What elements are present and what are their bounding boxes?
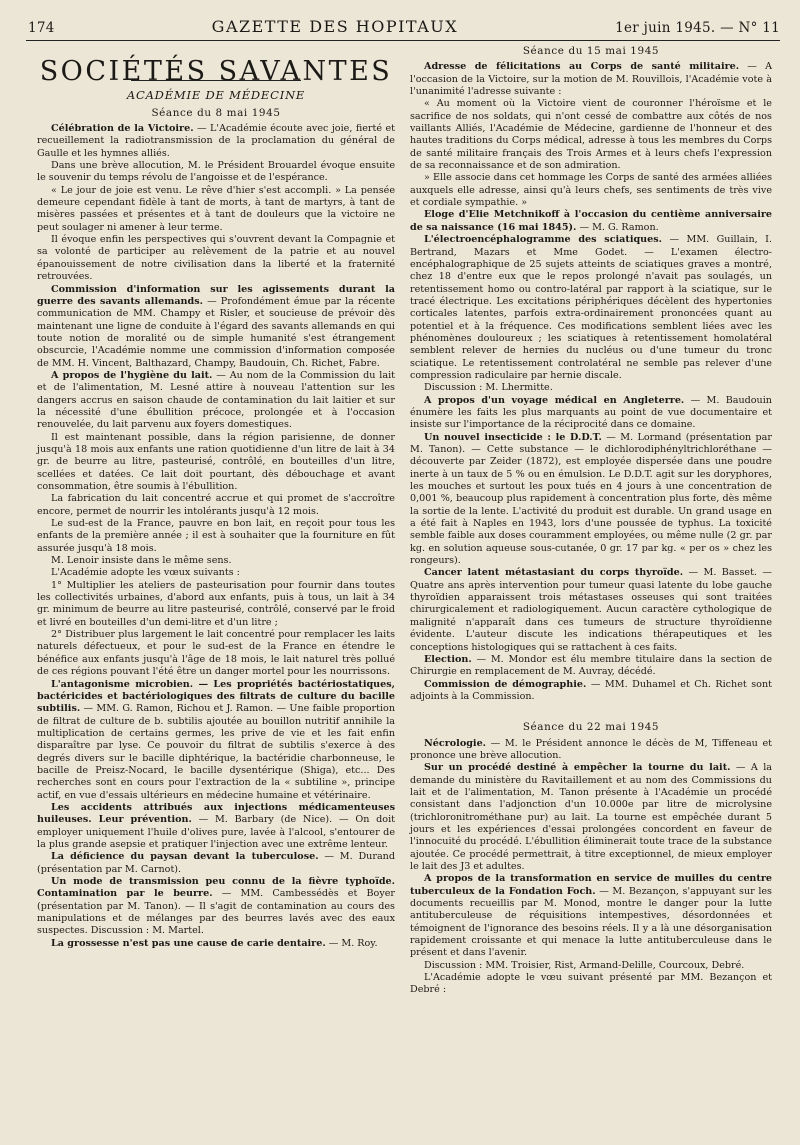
article-title: Election. [424,653,472,665]
article-text: Il est maintenant possible, dans la région parisienne, de donner jusqu'à 18 mois aux enfants une ration quotidienne d'un litre de lait à 34 gr. de beurre au litre, pasteurisé, contrôlé, en bouteilles d'un litre, scellées et datées. Ce lait doit pourtant, dès débouchage et avant consommation, être soumis à l'ébullition. [37,431,395,492]
article-title: Commission d'information sur les agissements durant la guerre des savants allemands. [37,283,395,307]
article-paragraph [410,738,772,763]
article-title: Cancer latent métastasiant du corps thyroïde. [424,567,684,579]
article-text: « Au moment où la Victoire vient de couronner l'héroïsme et le sacrifice de nos soldats, qui n'ont cessé de combattre aux côtés de nos vaillants Alliés, l'Académie de Médecine, gardienne de l'honneur et des hautes traditions du Corps médical, adresse à tous les membres du Corps de santé militaire français des Trois Armes et à leurs chefs l'expression de sa reconnaissance et de son admiration. [410,98,772,172]
article-paragraph [410,61,772,98]
article-text: — MM. Cambessédès et Boyer (présentation par M. Tanon). — Il s'agit de contamination au cours des manipulations et de mélanges par des beurres lavés avec des eaux suspectes. Discussion : M. Martel. [37,888,396,937]
seance-heading: Séance du 8 mai 1945 [151,106,281,119]
article-paragraph [410,873,772,959]
right-paragraphs-b [410,738,772,997]
article-paragraph [410,382,772,394]
article-text: — M. Bezançon, s'appuyant sur les documents recueillis par M. Monod, montre le danger pour la lutte antituberculeuse de réquisitions intempestives, désordonnées et témoignent de l'ignorance des besoins réels. Il y a là une désorganisation rapidement croissante et qui menace la lutte antituberculeuse dans le présent et dans l'avenir. [410,885,772,959]
article-paragraph [37,876,395,938]
article-text: L'Académie adopte les vœux suivants : [51,567,240,579]
article-text: Il évoque enfin les perspectives qui s'ouvrent devant la Compagnie et sa volonté de participer au relèvement de la patrie et au nouvel épanouissement de notre civilisation dans la liberté et la fraternité retrouvées. [37,234,395,283]
article-paragraph [410,972,772,997]
article-text: — M. Barbary (de Nice). — On doit employer uniquement l'huile d'olives pure, lavée à l'alcool, s'entourer de la plus grande asepsie et pratiquer l'injection avec une extrême lenteur. [37,814,395,850]
article-title: Un nouvel insecticide : le D.D.T. [424,431,602,443]
article-paragraph [37,629,395,678]
article-paragraph [37,493,395,518]
article-paragraph [37,567,395,579]
article-text: L'Académie adopte le vœu suivant présenté par MM. Bezançon et Debré : [410,972,772,996]
article-paragraph [410,567,772,653]
article-title: Nécrologie. [424,737,487,749]
right-column [410,42,772,997]
article-text: — MM. G. Ramon, Richou et J. Ramon. — Une faible proportion de filtrat de culture de b. subtilis ajoutée au bouillon nutritif annihile la multiplication de certains germes, les prive de vie et les fait enfin disparaître par lyse. Ce pouvoir du filtrat de subtilis s'exerce à des degrés divers sur le bacille diphtérique, la bactéridie charbonneuse, le bacille de Preisz-Nocard, le bacille dysentérique (Shiga), etc... Des recherches sont en cours pour l'extraction de la « subtiline », principe actif, en vue d'essais ultérieurs en médecine humaine et vétérinaire. [37,703,395,801]
article-paragraph [410,960,772,972]
article-paragraph [410,762,772,873]
article-text: — MM. Duhamel et Ch. Richet sont adjoints à la Commission. [410,678,772,702]
article-title: Sur un procédé destiné à empêcher la tourne du lait. [424,762,731,774]
article-paragraph [410,654,772,679]
article-paragraph [37,432,395,494]
article-text: « Le jour de joie est venu. Le rêve d'hier s'est accompli. » La pensée demeure cependant fidèle à tant de morts, à tant de martyrs, à tant de misères passées et présentes et à tant de douleurs que la victoire ne peut soulager ni amener à leur terme. [37,184,395,233]
article-paragraph [37,938,395,950]
article-text: — M. Mondor est élu membre titulaire dans la section de Chirurgie en remplacement de M. Auvray, décédé. [410,653,772,678]
article-text: — A la demande du ministère du Ravitaillement et au nom des Commissions du lait et de l'alimentation, M. Tanon présente à l'Académie un procédé consistant dans l'adjonction d'un 10.000e par litre de microlysine (trichloronitrométhane pur) au lait. La tourne est empêchée durant 5 jours et les expériences d'essai prolongées concordent en faveur de l'innocuité du procédé. L'ébullition éliminerait toute trace de la substance ajoutée. Ce procédé permettrait, à titre exceptionnel, de mieux employer le lait des J3 et adultes. [410,762,772,872]
article-paragraph [37,580,395,629]
article-text: — M. Baudouin énumère les faits les plus marquants au point de vue documentaire et insiste sur l'importance de la réciprocité dans ce domaine. [410,394,772,431]
article-text: 1° Multiplier les ateliers de pasteurisation pour fournir dans toutes les collectivités urbaines, d'abord aux enfants, puis à tous, un lait à 34 gr. minimum de beurre au litre pasteurisé, contrôlé, conservé par le froid et livré en bouteilles d'un demi-litre et d'un litre ; [37,579,395,628]
article-paragraph [37,370,395,432]
article-text: — M. Lormand (présentation par M. Tanon). — Cette substance — le dichlorodiphényltrichloréthane — découverte par Zeider (1872), est employée dispersée dans une poudre inerte à un taux de 5 % ou en émulsion. Le D.D.T. agit sur les doryphores, les mouches et surtout les poux tués en 4 jours à une concentration de 0,001 %, beaucoup plus rapidement à concentration plus forte, dès même la sortie de la lente. L'activité du produit est durable. Un grand usage en a été fait à Naples en 1943, lors d'une poussée de typhus. La toxicité semble faible aux doses couramment employées, ou même nulle (2 gr. par kg. en solution aqueuse sous-cutanée, 0 gr. 17 par kg. « per os » chez les rongeurs). [410,431,772,567]
issue-date: 1er juin 1945. — N° 11 [615,20,780,36]
article-title: Eloge d'Elie Metchnikoff à l'occasion du centième anniversaire de sa naissance (16 mai 1845). [410,209,772,233]
article-title: Un mode de transmission peu connu de la fièvre typhoïde. Contamination par le beurre. [37,876,395,900]
right-paragraphs-a [410,61,772,703]
article-text: Le sud-est de la France, pauvre en bon lait, en reçoit pour tous les enfants de la première année ; il est à souhaiter que la fourniture en fût assurée jusqu'à 18 mois. [37,518,395,554]
article-text: Discussion : M. Lhermitte. [424,382,553,394]
header-rule [26,40,780,41]
article-text: 2° Distribuer plus largement le lait concentré pour remplacer les laits naturels défectueux, et pour le sud-est de la France en étendre le bénéfice aux enfants jusqu'à l'âge de 18 mois, le lait naturel très pollué de ces régions pouvant l'été être un danger mortel pour les nourrissons. [37,629,395,678]
article-paragraph [410,395,772,432]
article-text: Discussion : MM. Troisier, Rist, Armand-Delille, Courcoux, Debré. [424,959,745,971]
article-paragraph [37,284,395,370]
article-paragraph [410,679,772,704]
article-paragraph [37,518,395,555]
article-title: Célébration de la Victoire. [51,123,194,135]
seance-heading: Séance du 22 mai 1945 [522,721,660,734]
article-title: L'électroencéphalogramme des sciatiques. [424,234,663,246]
article-paragraph [37,679,395,802]
article-title: Adresse de félicitations au Corps de santé militaire. [424,61,740,73]
section-title: SOCIÉTÉS SAVANTES [39,56,393,87]
article-paragraph [37,123,395,160]
academy-heading: ACADÉMIE DE MÉDECINE [126,88,306,103]
article-title: La grossesse n'est pas une cause de carie dentaire. [51,937,326,949]
article-title: La déficience du paysan devant la tuberculose. [51,851,319,863]
article-text: » Elle associe dans cet hommage les Corps de santé des armées alliées auxquels elle adresse, ainsi qu'à leurs chefs, ses sentiments de très vive et cordiale sympathie. » [410,172,772,209]
article-paragraph [37,185,395,234]
seance-heading: Séance du 15 mai 1945 [522,45,660,57]
article-paragraph [37,160,395,185]
article-text: — A l'occasion de la Victoire, sur la motion de M. Rouvillois, l'Académie vote à l'unanimité l'adresse suivante : [410,61,772,98]
article-title: A propos de la transformation en service de muilles du centre tuberculeux de la Fondation Foch. [410,873,772,897]
article-paragraph [410,432,772,568]
left-paragraphs [37,123,395,950]
article-text: — MM. Guillain, I. Bertrand, Mazars et Mme Godet. — L'examen électro-encéphalographique de 25 sujets atteints de sciatiques graves a montré, chez 18 d'entre eux que le repos prolongé n'avait pas soulagés, un retentissement homo ou contro-latéral par rapport à la sciatique, sur le tracé électrique. Les excitations périphériques décèlent des hypertonies corticales latentes, parfois extra-ordinairement prononcées quant au potentiel et à la fréquence. Ces modifications semblent liées avec les phénomènes douloureux ; les sciatiques à retentissement homolatéral semblent relever de hernies du nucléus ou d'une tumeur du tronc sciatique. Le retentissement controlatéral ne semble pas relever d'une compression radiculaire par hernie discale. [410,234,772,381]
article-text: — Profondément émue par la récente communication de MM. Champy et Risler, et soucieuse de prévoir dès maintenant une ligne de conduite à l'égard des savants allemands en qui toute notion de moralité ou de simple humanité s'est étrangement obscurcie, l'Académie nomme une commission d'information composée de MM. H. Vincent, Balthazard, Champy, Baudouin, Ch. Richet, Fabre. [37,295,396,369]
article-paragraph [37,851,395,876]
article-text: — L'Académie écoute avec joie, fierté et recueillement la radiotransmission de la proclamation du général de Gaulle et les hymnes alliés. [37,123,396,159]
article-text: — Au nom de la Commission du lait et de l'alimentation, M. Lesné attire à nouveau l'attention sur les dangers accrus en saison chaude de contamination du lait laitier et sur la nécessité d'une ébullition précoce, prolongée et à l'occasion renouvelée, du lait parvenu aux foyers domestiques. [37,369,395,431]
article-text: — M. le Président annonce le décès de M, Tiffeneau et prononce une brève allocution. [410,737,772,761]
article-title: A propos de l'hygiène du lait. [51,369,213,381]
article-title: A propos d'un voyage médical en Angleterre. [424,394,685,406]
article-text: — M. G. Ramon. [576,221,659,233]
article-text: M. Lenoir insiste dans le même sens. [51,555,232,567]
article-paragraph [410,172,772,209]
article-text: — M. Durand (présentation par M. Carnot). [37,851,395,875]
article-title: Les accidents attribués aux injections médicamenteuses huileuses. Leur prévention. [37,801,395,826]
journal-title: GAZETTE DES HOPITAUX [211,17,459,36]
article-paragraph [410,98,772,172]
page-header [28,14,780,36]
article-text: Dans une brève allocution, M. le Président Brouardel évoque ensuite le souvenir du temps révolu de l'angoisse et de l'espérance. [37,160,395,184]
page-number: 174 [28,20,55,36]
article-paragraph [37,555,395,567]
article-text: La fabrication du lait concentré accrue et qui promet de s'accroître encore, permet de nourrir les intolérants jusqu'à 12 mois. [37,493,395,517]
article-paragraph [37,802,395,851]
article-paragraph [410,209,772,234]
article-title: Commission de démographie. [424,678,587,690]
article-paragraph [410,234,772,382]
article-paragraph [37,234,395,283]
article-text: — M. Basset. — Quatre ans après intervention pour tumeur quasi latente du lobe gauche thyroïdien apparaissent trois métastases osseuses qui sont traitées chirurgicalement et radiologiquement. Aucun caractère cythologique de malignité n'apparaît dans ces tumeurs de structure thyroïdienne évidente. L'auteur discute les indications thérapeutiques et les conceptions histologiques qui se rattachent à ces faits. [410,567,772,653]
article-title: L'antagonisme microbien. — Les propriétés bactériostatiques, bactéricides et bactériologiques des filtrats de culture du bacille subtilis. [37,678,395,715]
left-column [37,52,395,950]
article-text: — M. Roy. [325,937,378,949]
